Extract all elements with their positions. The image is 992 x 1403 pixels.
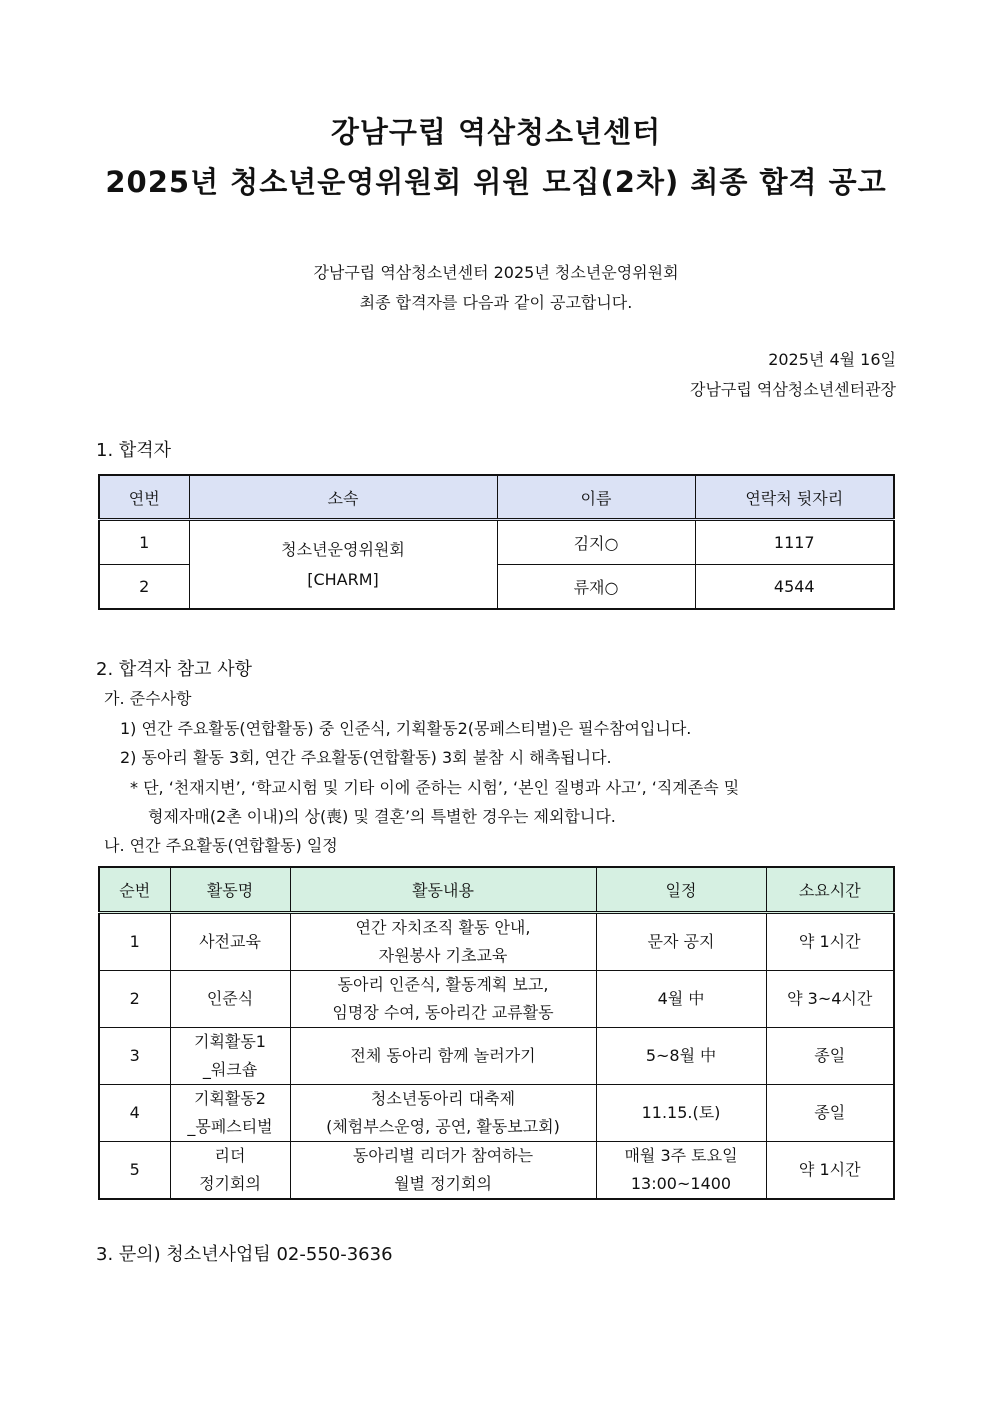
cell-duration: 종일 xyxy=(766,1085,894,1142)
subsection-b-title: 나. 연간 주요활동(연합활동) 일정 xyxy=(104,836,338,855)
intro-line-1: 강남구립 역삼청소년센터 2025년 청소년운영위원회 xyxy=(313,263,679,282)
cell-activity-name xyxy=(170,913,290,971)
cell-phone: 4544 xyxy=(695,565,894,610)
activity-name-line-2: _워크숍 xyxy=(202,1060,258,1079)
cell-schedule: 11.15.(토) xyxy=(596,1085,766,1142)
cell-activity-content xyxy=(290,1142,596,1200)
table-row xyxy=(99,913,894,971)
schedule-line-1: 매월 3주 토요일 xyxy=(624,1146,738,1165)
cell-no: 2 xyxy=(99,565,189,610)
cell-duration: 약 1시간 xyxy=(766,913,894,971)
issuer: 강남구립 역삼청소년센터관장 xyxy=(689,380,896,399)
activity-name-line-1: 기획활동1 xyxy=(193,1032,266,1051)
table-row xyxy=(99,1142,894,1200)
table-row xyxy=(99,1085,894,1142)
cell-activity-content xyxy=(290,913,596,971)
table-row xyxy=(99,1028,894,1085)
content-line-1: 연간 자치조직 활동 안내, xyxy=(355,918,531,937)
schedule-table xyxy=(98,866,895,1200)
cell-schedule: 5~8월 中 xyxy=(596,1028,766,1085)
header-activity-name: 활동명 xyxy=(170,867,290,913)
activity-name-line-1: 사전교육 xyxy=(199,932,261,951)
cell-schedule: 4월 中 xyxy=(596,971,766,1028)
content-line-2: (체험부스운영, 공연, 활동보고회) xyxy=(326,1117,560,1136)
cell-schedule xyxy=(596,1142,766,1200)
content-line-1: 동아리 인준식, 활동계획 보고, xyxy=(337,975,549,994)
header-duration: 소요시간 xyxy=(766,867,894,913)
header-phone: 연락처 뒷자리 xyxy=(695,475,894,520)
activity-name-line-2: 정기회의 xyxy=(199,1174,261,1193)
header-activity-content: 활동내용 xyxy=(290,867,596,913)
announcement-date: 2025년 4월 16일 xyxy=(768,350,896,369)
header-no: 순번 xyxy=(99,867,170,913)
rule-item-2: 2) 동아리 활동 3회, 연간 주요활동(연합활동) 3회 불참 시 해촉됩니다. xyxy=(120,748,612,767)
header-schedule: 일정 xyxy=(596,867,766,913)
cell-affiliation xyxy=(189,520,497,610)
cell-no: 3 xyxy=(99,1028,170,1085)
affiliation-line-1: 청소년운영위원회 xyxy=(281,539,405,559)
cell-phone: 1117 xyxy=(695,520,894,565)
section-3-contact: 3. 문의) 청소년사업팀 02-550-3636 xyxy=(96,1244,393,1265)
table-header-row xyxy=(99,475,894,520)
activity-name-line-1: 리더 xyxy=(214,1146,246,1165)
content-line-2: 월별 정기회의 xyxy=(394,1174,492,1193)
cell-activity-name xyxy=(170,971,290,1028)
cell-activity-name xyxy=(170,1085,290,1142)
title-announcement: 2025년 청소년운영위원회 위원 모집(2차) 최종 합격 공고 xyxy=(105,165,887,199)
activity-name-line-2: _몽페스티벌 xyxy=(187,1117,273,1136)
cell-duration: 종일 xyxy=(766,1028,894,1085)
cell-no: 1 xyxy=(99,913,170,971)
affiliation-line-2: [CHARM] xyxy=(307,569,379,589)
table-header-row xyxy=(99,867,894,913)
header-affiliation: 소속 xyxy=(189,475,497,520)
title-center-name: 강남구립 역삼청소년센터 xyxy=(330,115,662,149)
schedule-line-2: 13:00~1400 xyxy=(630,1174,732,1193)
section-2-title: 2. 합격자 참고 사항 xyxy=(96,659,253,680)
cell-activity-name xyxy=(170,1142,290,1200)
cell-duration: 약 3~4시간 xyxy=(766,971,894,1028)
rule-item-1: 1) 연간 주요활동(연합활동) 중 인준식, 기획활동2(몽페스티벌)은 필수참여입니다. xyxy=(120,719,692,738)
content-line-1: 청소년동아리 대축제 xyxy=(370,1089,516,1108)
content-line-1: 동아리별 리더가 참여하는 xyxy=(352,1146,534,1165)
content-line-2: 자원봉사 기초교육 xyxy=(378,946,508,965)
content-line-2: 임명장 수여, 동아리간 교류활동 xyxy=(332,1003,554,1022)
cell-activity-content xyxy=(290,1085,596,1142)
table-row xyxy=(99,520,894,565)
header-no: 연번 xyxy=(99,475,189,520)
rule-note-line-1: * 단, ‘천재지변’, ‘학교시험 및 기타 이에 준하는 시험’, ‘본인 질병과 사고’, ‘직계존속 및 xyxy=(130,778,740,797)
cell-schedule: 문자 공지 xyxy=(596,913,766,971)
passers-table xyxy=(98,474,895,610)
cell-no: 4 xyxy=(99,1085,170,1142)
cell-no: 2 xyxy=(99,971,170,1028)
header-name: 이름 xyxy=(497,475,695,520)
intro-line-2: 최종 합격자를 다음과 같이 공고합니다. xyxy=(359,293,633,312)
subsection-a-title: 가. 준수사항 xyxy=(104,689,192,708)
activity-name-line-1: 기획활동2 xyxy=(193,1089,266,1108)
cell-activity-content: 전체 동아리 함께 놀러가기 xyxy=(290,1028,596,1085)
section-1-title: 1. 합격자 xyxy=(96,440,172,461)
cell-no: 5 xyxy=(99,1142,170,1200)
cell-name: 김지○ xyxy=(497,520,695,565)
cell-activity-name xyxy=(170,1028,290,1085)
cell-no: 1 xyxy=(99,520,189,565)
table-row xyxy=(99,971,894,1028)
cell-activity-content xyxy=(290,971,596,1028)
activity-name-line-1: 인준식 xyxy=(206,989,254,1008)
cell-duration: 약 1시간 xyxy=(766,1142,894,1200)
cell-name: 류재○ xyxy=(497,565,695,610)
rule-note-line-2: 형제자매(2촌 이내)의 상(喪) 및 결혼’의 특별한 경우는 제외합니다. xyxy=(148,807,616,826)
